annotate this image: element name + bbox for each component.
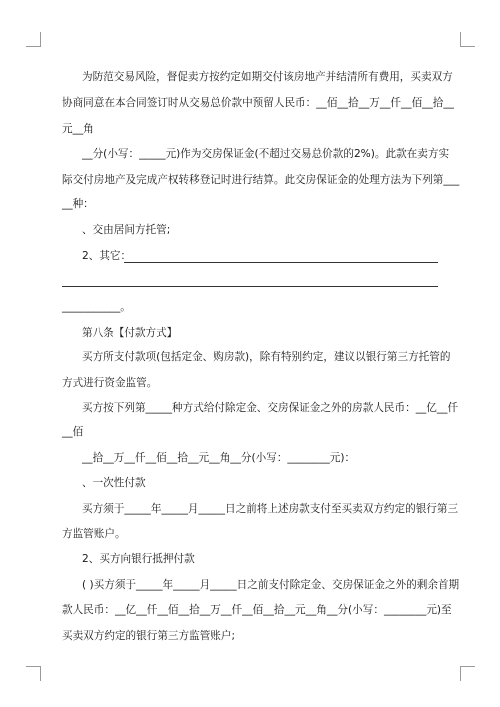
list-item: 2、其它：: [82, 250, 132, 262]
paragraph-line: ___________。: [62, 301, 131, 313]
page-corner-bottom-left: [26, 666, 41, 681]
paragraph-line: 协商同意在本合同签订时从交易总价款中预留人民币：__佰__拾__万__仟__佰__拾__: [62, 97, 454, 109]
blank-line: [62, 286, 438, 287]
page-corner-top-right: [460, 32, 475, 47]
page-corner-bottom-right: [460, 666, 475, 681]
paragraph-line: 买方按下列第_____种方式给付除定金、交房保证金之外的房款人民币：__亿__仟: [82, 402, 459, 414]
blank-line: [124, 262, 438, 263]
paragraph-line: __拾__万__仟__佰__拾__元__角__分(小写：________元)：: [82, 452, 356, 464]
paragraph-line: 买方须于_____年_____月_____日之前将上述房款支付至买卖双方约定的银行第三: [82, 503, 459, 515]
paragraph-line: 买卖双方约定的银行第三方监管账户;: [62, 630, 236, 642]
paragraph-line: 买方所支付款项(包括定金、购房款)，除有特别约定，建议以银行第三方托管的: [82, 351, 451, 363]
section-heading: 第八条【付款方式】: [82, 327, 178, 339]
paragraph-line: 款人民币：__亿__仟__佰__拾__万__仟__佰__拾__元__角__分(小写：________元)至: [62, 604, 452, 616]
paragraph-line: ( )买方须于_____年_____月_____日之前支付除定金、交房保证金之外的剩余首期: [82, 579, 460, 591]
paragraph-line: 际交付房地产及完成产权转移登记时进行结算。此交房保证金的处理方法为下列第___: [62, 174, 460, 186]
list-item: 2、买方向银行抵押付款: [82, 553, 195, 565]
paragraph-line: __种：: [62, 198, 94, 210]
page-corner-top-left: [26, 32, 41, 47]
paragraph-line: 为防范交易风险，督促卖方按约定如期交付该房地产并结清所有费用，买卖双方: [82, 71, 453, 83]
paragraph-line: 元__角: [62, 123, 94, 135]
paragraph-line: 方式进行资金监管。: [62, 377, 158, 389]
list-item: 、交由居间方托管;: [82, 224, 171, 236]
paragraph-line: __佰: [62, 426, 84, 438]
list-item: 、一次性付款: [82, 477, 146, 489]
paragraph-line: 方监管账户。: [62, 528, 126, 540]
paragraph-line: __分(小写：_____元)作为交房保证金(不超过交易总价款的2%)。此款在卖方实: [82, 148, 450, 160]
